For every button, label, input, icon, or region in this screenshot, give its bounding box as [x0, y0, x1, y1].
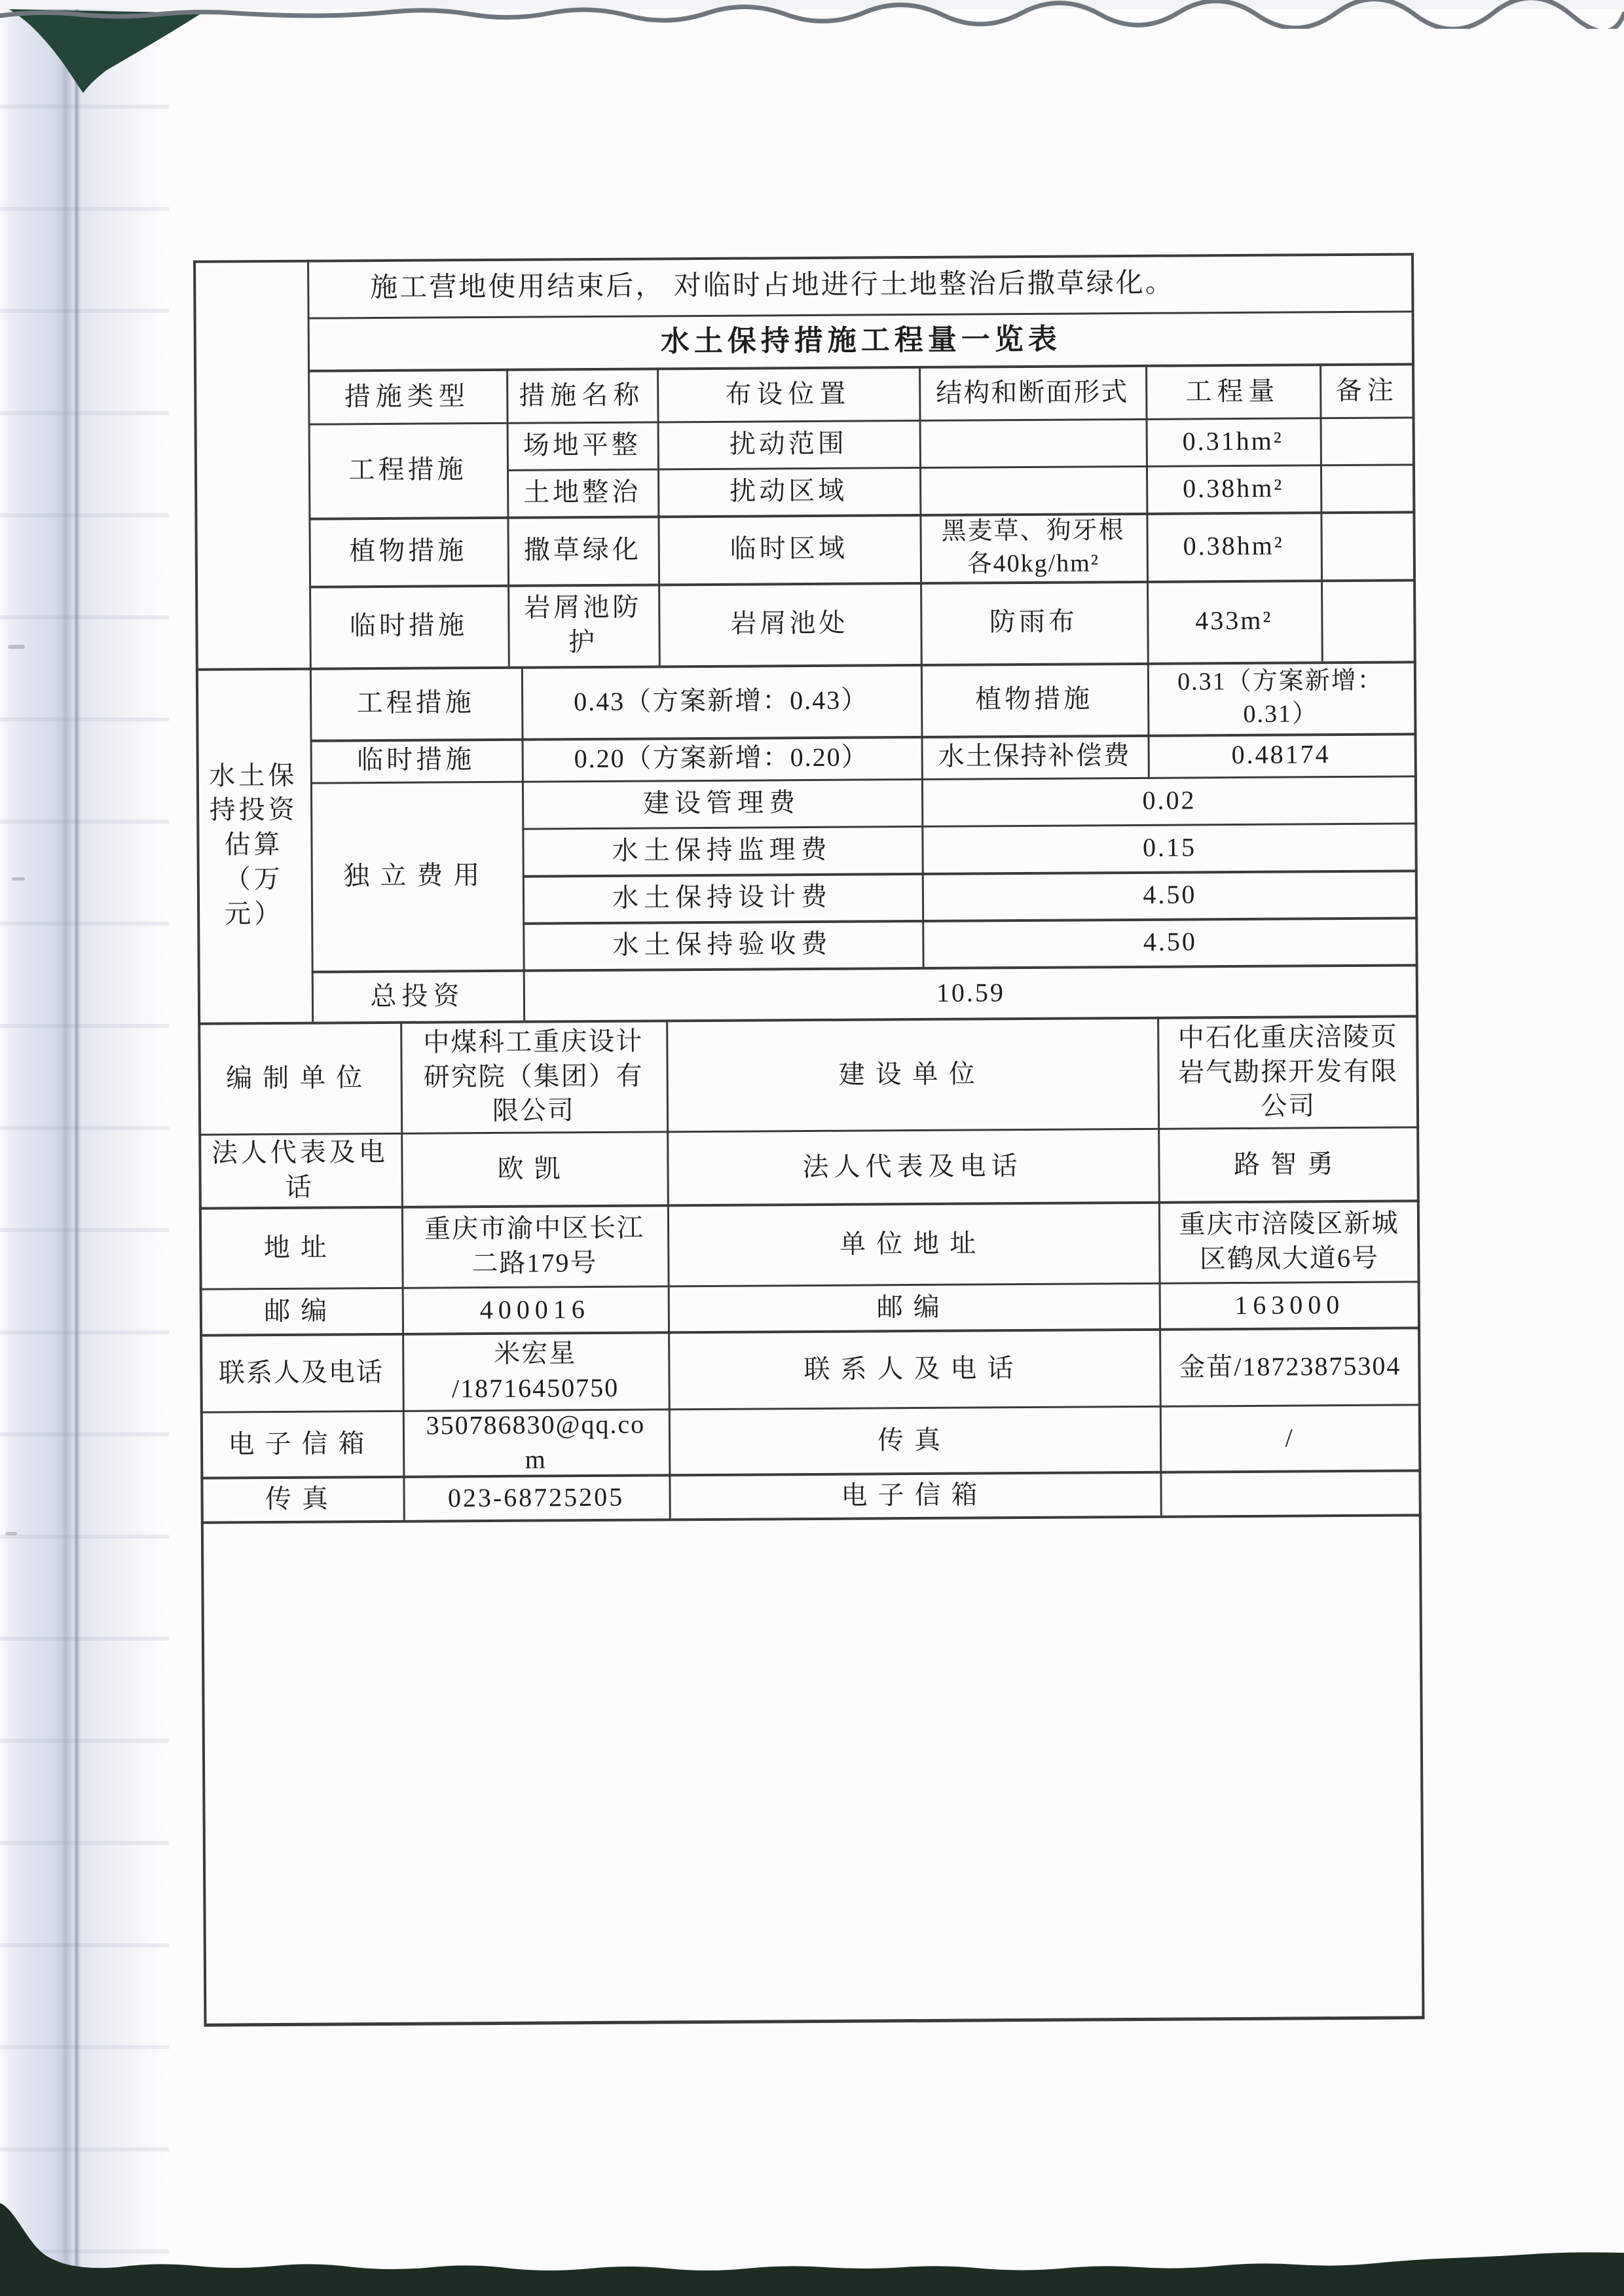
investment-name-cell: 植物措施 — [975, 683, 1094, 714]
measure-quantity-cell: 433m² — [1195, 605, 1273, 636]
measure-location-cell: 扰动区域 — [729, 475, 848, 506]
fee-value-cell: 4.50 — [1143, 926, 1198, 957]
fee-name-cell: 水土保持监理费 — [612, 834, 832, 866]
contact-value: 中石化重庆涪陵页 岩气勘探开发有限 公司 — [1177, 1021, 1399, 1121]
total-investment-value: 10.59 — [936, 977, 1006, 1008]
investment-value-cell: 0.31（方案新增： 0.31） — [1177, 666, 1384, 728]
contact-label: 法人代表及电 话 — [211, 1137, 388, 1202]
fee-name-cell: 水土保持设计费 — [612, 881, 833, 913]
table-title: 水土保持措施工程量一览表 — [660, 323, 1061, 358]
header-measure-name: 措施名称 — [519, 380, 645, 410]
contact-label: 建设单位 — [838, 1058, 986, 1089]
contact-label: 传真 — [265, 1484, 339, 1514]
contact-value: 米宏星 /18716450750 — [451, 1338, 619, 1404]
fee-name-cell: 水土保持验收费 — [612, 928, 833, 960]
contact-label: 电子信箱 — [228, 1428, 375, 1459]
investment-value-cell: 0.43（方案新增：0.43） — [574, 685, 869, 716]
contact-value: 163000 — [1234, 1289, 1345, 1320]
contact-value: 023-68725205 — [447, 1482, 625, 1513]
header-quantity: 工程量 — [1185, 376, 1280, 407]
measure-structure-cell: 防雨布 — [989, 606, 1079, 637]
independent-fee-label: 独立费用 — [343, 860, 490, 890]
measure-name-cell: 岩屑池防 护 — [524, 592, 642, 657]
contact-label: 电子信箱 — [841, 1479, 988, 1510]
fee-value-cell: 0.15 — [1142, 832, 1197, 862]
intro-text: 施工营地使用结束后， 对临时占地进行土地整治后撒草绿化。 — [370, 268, 1175, 304]
measure-name-cell: 撒草绿化 — [523, 534, 642, 565]
contact-label: 邮编 — [264, 1296, 338, 1326]
contact-label: 地址 — [263, 1232, 337, 1262]
investment-section-label: 水土保 持投资 估算 （万 元） — [209, 760, 298, 929]
contact-label: 法人代表及电话 — [802, 1150, 1023, 1182]
contact-value: 350786830@qq.co m — [426, 1409, 646, 1474]
header-location: 布设位置 — [725, 378, 851, 409]
measure-type-cell: 植物措施 — [349, 535, 468, 566]
measure-quantity-cell: 0.38hm² — [1183, 530, 1284, 561]
contact-label: 联系人及电话 — [803, 1353, 1024, 1384]
fee-name-cell: 建设管理费 — [642, 787, 801, 818]
measure-location-cell: 岩屑池处 — [730, 608, 849, 638]
scan-bottom-band — [0, 2185, 1624, 2296]
contact-value: 路智勇 — [1233, 1148, 1344, 1179]
contact-value: 400016 — [479, 1294, 590, 1324]
grid-line — [204, 2016, 1424, 2026]
measure-quantity-cell: 0.31hm² — [1182, 426, 1283, 456]
contact-label: 邮编 — [876, 1292, 950, 1322]
investment-value-cell: 0.48174 — [1231, 739, 1331, 770]
investment-value-cell: 0.20（方案新增：0.20） — [574, 742, 869, 774]
measure-type-cell: 工程措施 — [348, 454, 467, 484]
header-measure-type: 措施类型 — [344, 380, 470, 411]
header-structure: 结构和断面形式 — [936, 376, 1129, 408]
measure-type-cell: 临时措施 — [349, 610, 468, 641]
contact-value: 中煤科工重庆设计 研究院（集团）有 限公司 — [423, 1026, 644, 1126]
fee-value-cell: 4.50 — [1143, 879, 1197, 909]
investment-name-cell: 临时措施 — [357, 744, 475, 775]
contact-value: 欧凯 — [497, 1153, 571, 1184]
contact-value: 重庆市涪陵区新城 区鹤凤大道6号 — [1179, 1208, 1399, 1274]
contact-value: 金苗/18723875304 — [1179, 1351, 1401, 1382]
measure-location-cell: 扰动范围 — [729, 428, 847, 459]
contact-label: 传真 — [877, 1425, 951, 1455]
contact-label: 联系人及电话 — [218, 1357, 384, 1388]
measure-quantity-cell: 0.38hm² — [1182, 473, 1284, 503]
measure-structure-cell: 黑麦草、狗牙根 各40kg/hm² — [941, 516, 1125, 578]
investment-name-cell: 水土保持补偿费 — [938, 740, 1131, 771]
fee-value-cell: 0.02 — [1142, 785, 1196, 815]
scan-top-edge — [0, 0, 1624, 29]
measure-name-cell: 场地平整 — [523, 429, 641, 460]
header-note: 备注 — [1335, 375, 1399, 405]
total-investment-label: 总投资 — [370, 980, 465, 1011]
measure-name-cell: 土地整治 — [523, 477, 642, 507]
contact-label: 单位地址 — [840, 1228, 987, 1259]
measure-location-cell: 临时区域 — [729, 533, 848, 564]
contact-label: 编制单位 — [226, 1062, 373, 1093]
contact-value: 重庆市渝中区长江 二路179号 — [424, 1212, 645, 1279]
investment-name-cell: 工程措施 — [356, 687, 475, 718]
contact-value: / — [1285, 1423, 1296, 1453]
